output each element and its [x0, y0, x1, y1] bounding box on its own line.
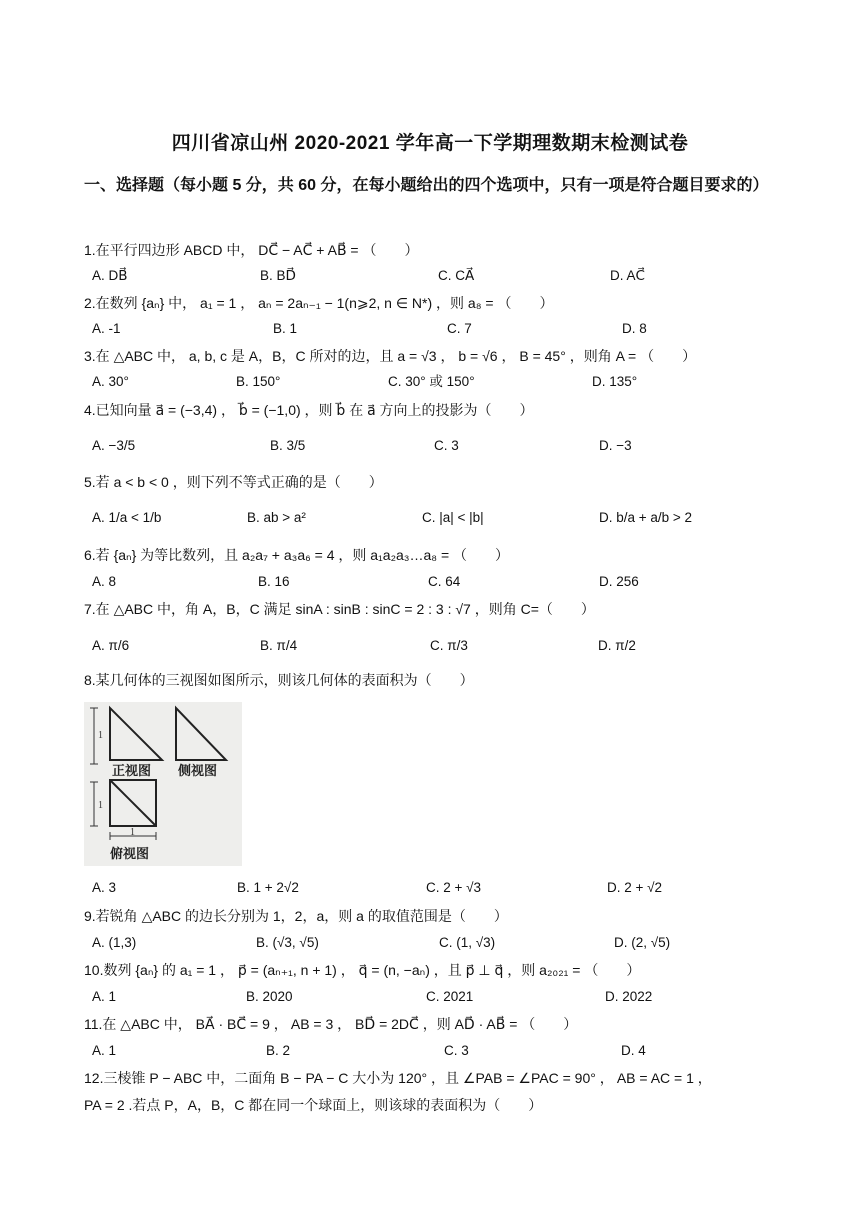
question-11-stem: 11.在 △ABC 中， BA⃗ · BC⃗ = 9 ， AB = 3 ， BD⃗ = 2DC⃗ ，则 AD⃗ · AB⃗ = （ ）	[84, 1016, 578, 1032]
option-a[interactable]: A. (1,3)	[92, 935, 137, 950]
option-c[interactable]: C. 7	[447, 321, 472, 336]
front-height-label: 1	[98, 730, 103, 741]
option-d[interactable]: D. 2022	[605, 989, 653, 1004]
question-7-stem: 7.在 △ABC 中，角 A，B，C 满足 sinA : sinB : sinC = 2 : 3 : √7 ，则角 C=（ ）	[84, 601, 595, 617]
side-view-label: 侧视图	[178, 764, 218, 779]
three-view-drawing	[84, 702, 242, 866]
option-d[interactable]: D. b/a + a/b > 2	[599, 510, 693, 525]
option-a[interactable]: A. 1/a < 1/b	[92, 510, 162, 525]
option-d[interactable]: D. 256	[599, 574, 639, 589]
option-c[interactable]: C. 2 + √3	[426, 880, 482, 895]
option-c[interactable]: C. CA⃗	[438, 268, 475, 283]
question-3-stem: 3.在 △ABC 中， a, b, c 是 A，B，C 所对的边，且 a = √3 ， b = √6 ， B = 45° ，则角 A = （ ）	[84, 348, 697, 364]
option-b[interactable]: B. (√3, √5)	[256, 935, 319, 950]
option-a[interactable]: A. 1	[92, 1043, 117, 1058]
question-10-stem: 10.数列 {aₙ} 的 a₁ = 1 ， p⃗ = (aₙ₊₁, n + 1) ， q⃗ = (n, −aₙ) ，且 p⃗ ⊥ q⃗ ，则 a₂₀₂₁ = （ ）	[84, 962, 641, 978]
option-c[interactable]: C. 3	[444, 1043, 469, 1058]
question-2-stem: 2.在数列 {aₙ} 中， a₁ = 1 ， aₙ = 2aₙ₋₁ − 1(n⩾2, n ∈ N*) ，则 a₈ = （ ）	[84, 295, 554, 311]
page-title: 四川省凉山州 2020-2021 学年高一下学期理数期末检测试卷	[171, 133, 689, 154]
option-a[interactable]: A. 1	[92, 989, 117, 1004]
option-a[interactable]: A. -1	[92, 321, 121, 336]
option-c[interactable]: C. 2021	[426, 989, 474, 1004]
option-b[interactable]: B. 2	[266, 1043, 291, 1058]
question-4-stem: 4.已知向量 a⃗ = (−3,4) ， b⃗ = (−1,0) ，则 b⃗ 在 a⃗ 方向上的投影为（ ）	[84, 402, 534, 418]
option-b[interactable]: B. 2020	[246, 989, 293, 1004]
option-a[interactable]: A. DB⃗	[92, 268, 128, 283]
option-a[interactable]: A. 8	[92, 574, 117, 589]
three-view-figure	[84, 702, 242, 866]
option-b[interactable]: B. 1	[273, 321, 298, 336]
option-c[interactable]: C. π/3	[430, 638, 468, 653]
option-b[interactable]: B. 16	[258, 574, 290, 589]
question-5-stem: 5.若 a < b < 0 ，则下列不等式正确的是（ ）	[84, 474, 383, 490]
option-b[interactable]: B. BD⃗	[260, 268, 296, 283]
question-12-stem: 12.三棱锥 P − ABC 中，二面角 B − PA − C 大小为 120° ，且 ∠PAB = ∠PAC = 90° ， AB = AC = 1 ，	[84, 1070, 712, 1086]
option-c[interactable]: C. |a| < |b|	[422, 510, 484, 525]
option-c[interactable]: C. 3	[434, 438, 459, 453]
section-heading: 一、选择题（每小题 5 分，共 60 分，在每小题给出的四个选项中，只有一项是符合题目要求的）	[84, 177, 769, 194]
option-d[interactable]: D. 4	[621, 1043, 646, 1058]
option-d[interactable]: D. AC⃗	[610, 268, 645, 283]
question-12-stem-continued: PA = 2 .若点 P，A，B，C 都在同一个球面上，则该球的表面积为（ ）	[84, 1097, 543, 1113]
option-d[interactable]: D. −3	[599, 438, 632, 453]
option-c[interactable]: C. (1, √3)	[439, 935, 496, 950]
option-d[interactable]: D. 8	[622, 321, 647, 336]
option-d[interactable]: D. (2, √5)	[614, 935, 671, 950]
option-c[interactable]: C. 64	[428, 574, 461, 589]
option-b[interactable]: B. 3/5	[270, 438, 306, 453]
top-height-label: 1	[98, 800, 103, 811]
question-8-stem: 8.某几何体的三视图如图所示，则该几何体的表面积为（ ）	[84, 672, 474, 688]
option-b[interactable]: B. π/4	[260, 638, 298, 653]
option-a[interactable]: A. 30°	[92, 374, 129, 389]
top-view-label: 俯视图	[110, 847, 150, 862]
option-d[interactable]: D. 2 + √2	[607, 880, 663, 895]
option-b[interactable]: B. 1 + 2√2	[237, 880, 299, 895]
question-1-stem: 1.在平行四边形 ABCD 中， DC⃗ − AC⃗ + AB⃗ = （ ）	[84, 242, 419, 258]
option-a[interactable]: A. −3/5	[92, 438, 136, 453]
option-c[interactable]: C. 30° 或 150°	[388, 374, 475, 389]
question-6-stem: 6.若 {aₙ} 为等比数列，且 a₂a₇ + a₃a₆ = 4 ，则 a₁a₂a₃…a₈ = （ ）	[84, 547, 510, 563]
option-d[interactable]: D. π/2	[598, 638, 636, 653]
option-a[interactable]: A. π/6	[92, 638, 130, 653]
option-d[interactable]: D. 135°	[592, 374, 638, 389]
option-a[interactable]: A. 3	[92, 880, 117, 895]
front-view-label: 正视图	[112, 764, 152, 779]
top-width-label: 1	[130, 827, 135, 838]
option-b[interactable]: B. ab > a²	[247, 510, 306, 525]
option-b[interactable]: B. 150°	[236, 374, 281, 389]
question-9-stem: 9.若锐角 △ABC 的边长分别为 1，2，a，则 a 的取值范围是（ ）	[84, 908, 508, 924]
